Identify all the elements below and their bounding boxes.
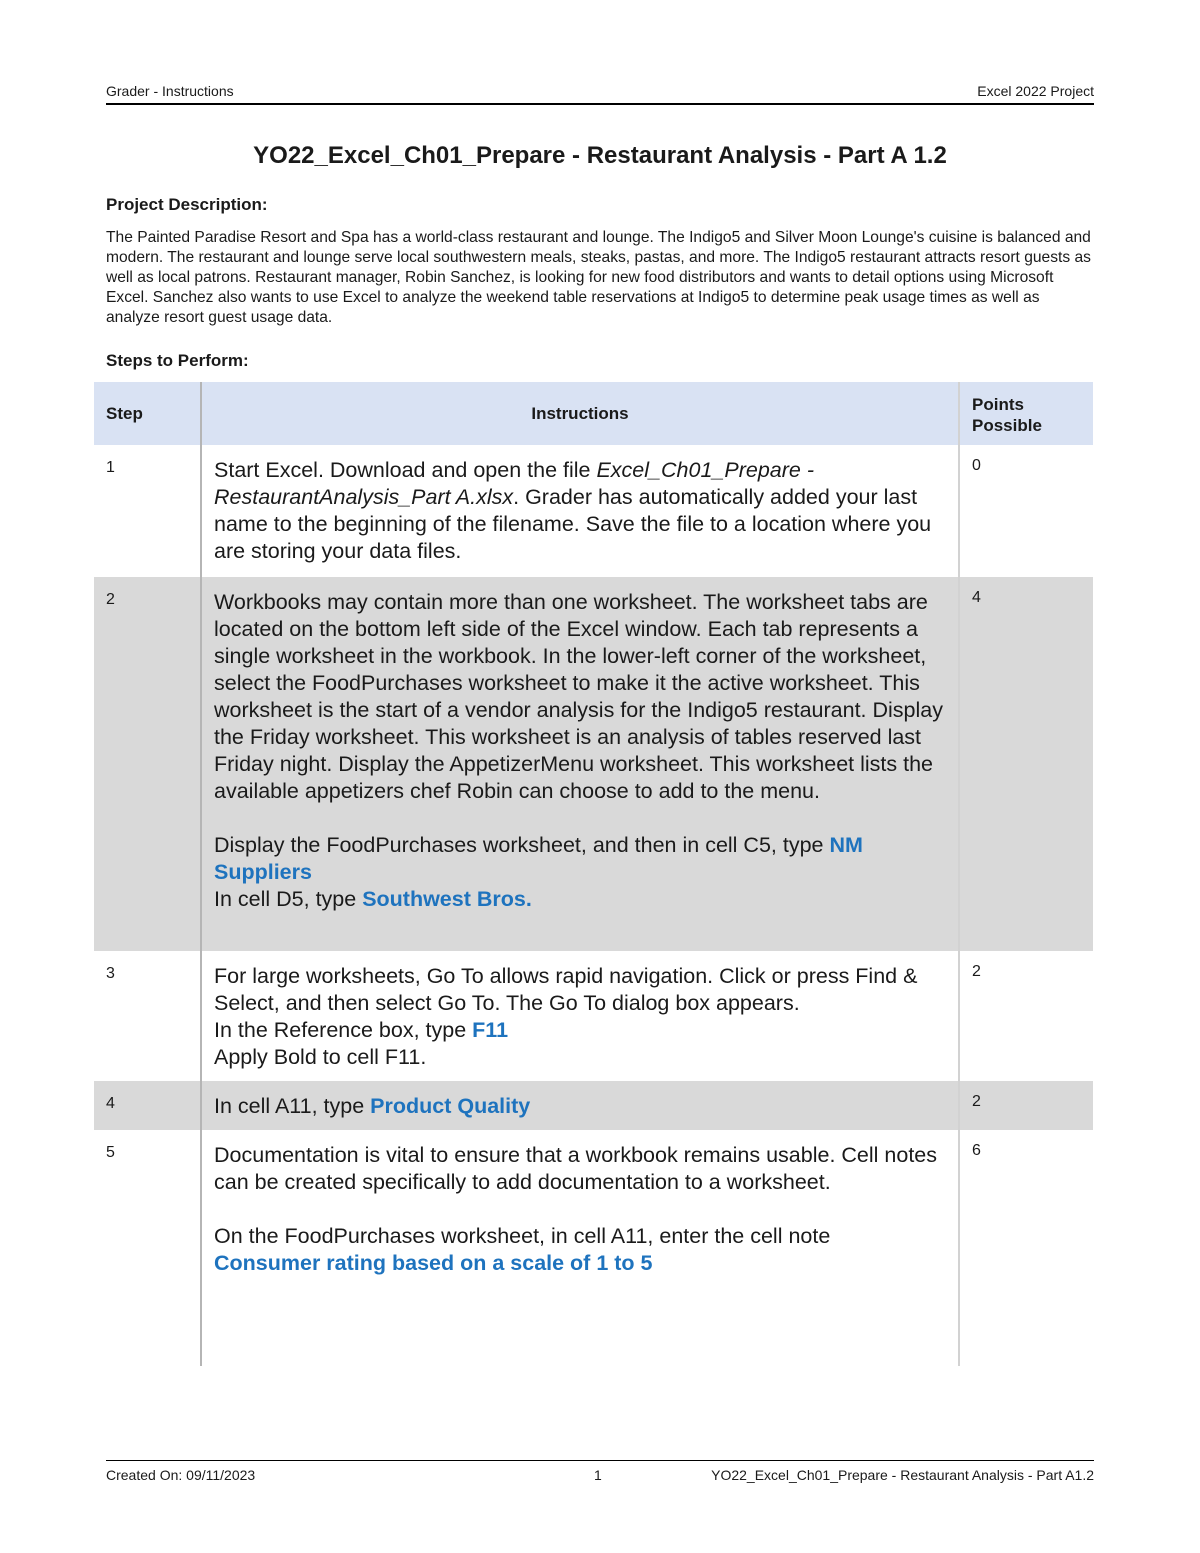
step-points: 6 — [972, 1142, 981, 1159]
step-number: 5 — [106, 1144, 115, 1161]
table-row — [94, 1081, 1093, 1130]
step-number: 2 — [106, 591, 115, 608]
table-row — [94, 951, 1093, 1081]
steps-heading: Steps to Perform: — [106, 351, 249, 370]
typed-value: NM Suppliers — [214, 833, 863, 884]
instruction-text: . Grader has automatically added your last name to the beginning of the filename. Save the file to a location where you are storing your data files. — [214, 485, 932, 563]
footer-page-number: 1 — [594, 1467, 602, 1483]
footer-created: Created On: 09/11/2023 — [106, 1467, 256, 1483]
instruction-text: Documentation is vital to ensure that a workbook remains usable. Cell notes can be created specifically to add documentation to a worksheet. — [214, 1143, 938, 1194]
page-title: YO22_Excel_Ch01_Prepare - Restaurant Analysis - Part A 1.2 — [253, 142, 947, 169]
table-header-row — [94, 382, 1093, 445]
typed-value: F11 — [472, 1018, 509, 1042]
header-right: Excel 2022 Project — [977, 83, 1094, 99]
step-number: 4 — [106, 1095, 115, 1112]
step-points: 4 — [972, 589, 981, 606]
typed-value: Product Quality — [370, 1094, 531, 1118]
header-points: Points Possible — [972, 395, 1042, 435]
project-description: The Painted Paradise Resort and Spa has a world-class restaurant and lounge. The Indigo5 and Silver Moon Lounge's cuisine is balanced and modern. The restaurant and lounge serve local southwestern meals, steaks, pastas, and more. The Indigo5 restaurant attracts resort guests as well as local patrons. Restaurant manager, Robin Sanchez, is looking for new food distributors and wants to detail options using Microsoft Excel. Sanchez also wants to use Excel to analyze the weekend table reservations at Indigo5 to determine peak usage times as well as analyze resort guest usage data. — [106, 229, 1091, 326]
step-instructions — [200, 577, 960, 951]
instruction-text: In cell A11, type — [214, 1094, 371, 1118]
footer-title: YO22_Excel_Ch01_Prepare - Restaurant Analysis - Part A1.2 — [711, 1467, 1094, 1483]
table-row — [94, 445, 1093, 577]
step-instructions — [200, 1081, 960, 1130]
step-points: 2 — [972, 1093, 981, 1110]
step-instructions — [200, 1130, 960, 1366]
description-heading: Project Description: — [106, 195, 268, 214]
instruction-text: On the FoodPurchases worksheet, in cell A11, enter the cell note — [214, 1224, 831, 1248]
steps-table — [94, 382, 1093, 1366]
table-row — [94, 1130, 1093, 1366]
page-footer — [106, 1460, 1094, 1491]
instruction-text: In the Reference box, type — [214, 1018, 473, 1042]
instruction-text: Apply Bold to cell F11. — [214, 1045, 427, 1069]
filename-text: Excel_Ch01_Prepare - RestaurantAnalysis_Part A.xlsx — [214, 458, 814, 509]
step-number: 1 — [106, 459, 115, 476]
header-step: Step — [106, 404, 143, 423]
step-number: 3 — [106, 965, 115, 982]
instruction-text: Display the FoodPurchases worksheet, and then in cell C5, type — [214, 833, 830, 857]
instruction-text: For large worksheets, Go To allows rapid navigation. Click or press Find & Select, and then select Go To. The Go To dialog box appears. — [214, 964, 918, 1015]
step-instructions — [200, 445, 960, 577]
instruction-text: In cell D5, type — [214, 887, 363, 911]
typed-value: Southwest Bros. — [362, 887, 532, 911]
step-points: 2 — [972, 963, 981, 980]
page-header — [106, 83, 1094, 105]
header-instructions: Instructions — [200, 382, 960, 445]
typed-value: Consumer rating based on a scale of 1 to 5 — [214, 1251, 653, 1275]
step-instructions — [200, 951, 960, 1081]
instruction-text: Start Excel. Download and open the file — [214, 458, 597, 482]
step-points: 0 — [972, 457, 981, 474]
header-left: Grader - Instructions — [106, 83, 234, 99]
table-row — [94, 577, 1093, 951]
instruction-text: Workbooks may contain more than one worksheet. The worksheet tabs are located on the bottom left side of the Excel window. Each tab represents a single worksheet in the workbook. In the lower-left corner of the worksheet, select the FoodPurchases worksheet to make it the active worksheet. This worksheet is the start of a vendor analysis for the Indigo5 restaurant. Display the Friday worksheet. This worksheet is an analysis of tables reserved last Friday night. Display the AppetizerMenu worksheet. This worksheet lists the available appetizers chef Robin can choose to add to the menu. — [214, 590, 943, 803]
